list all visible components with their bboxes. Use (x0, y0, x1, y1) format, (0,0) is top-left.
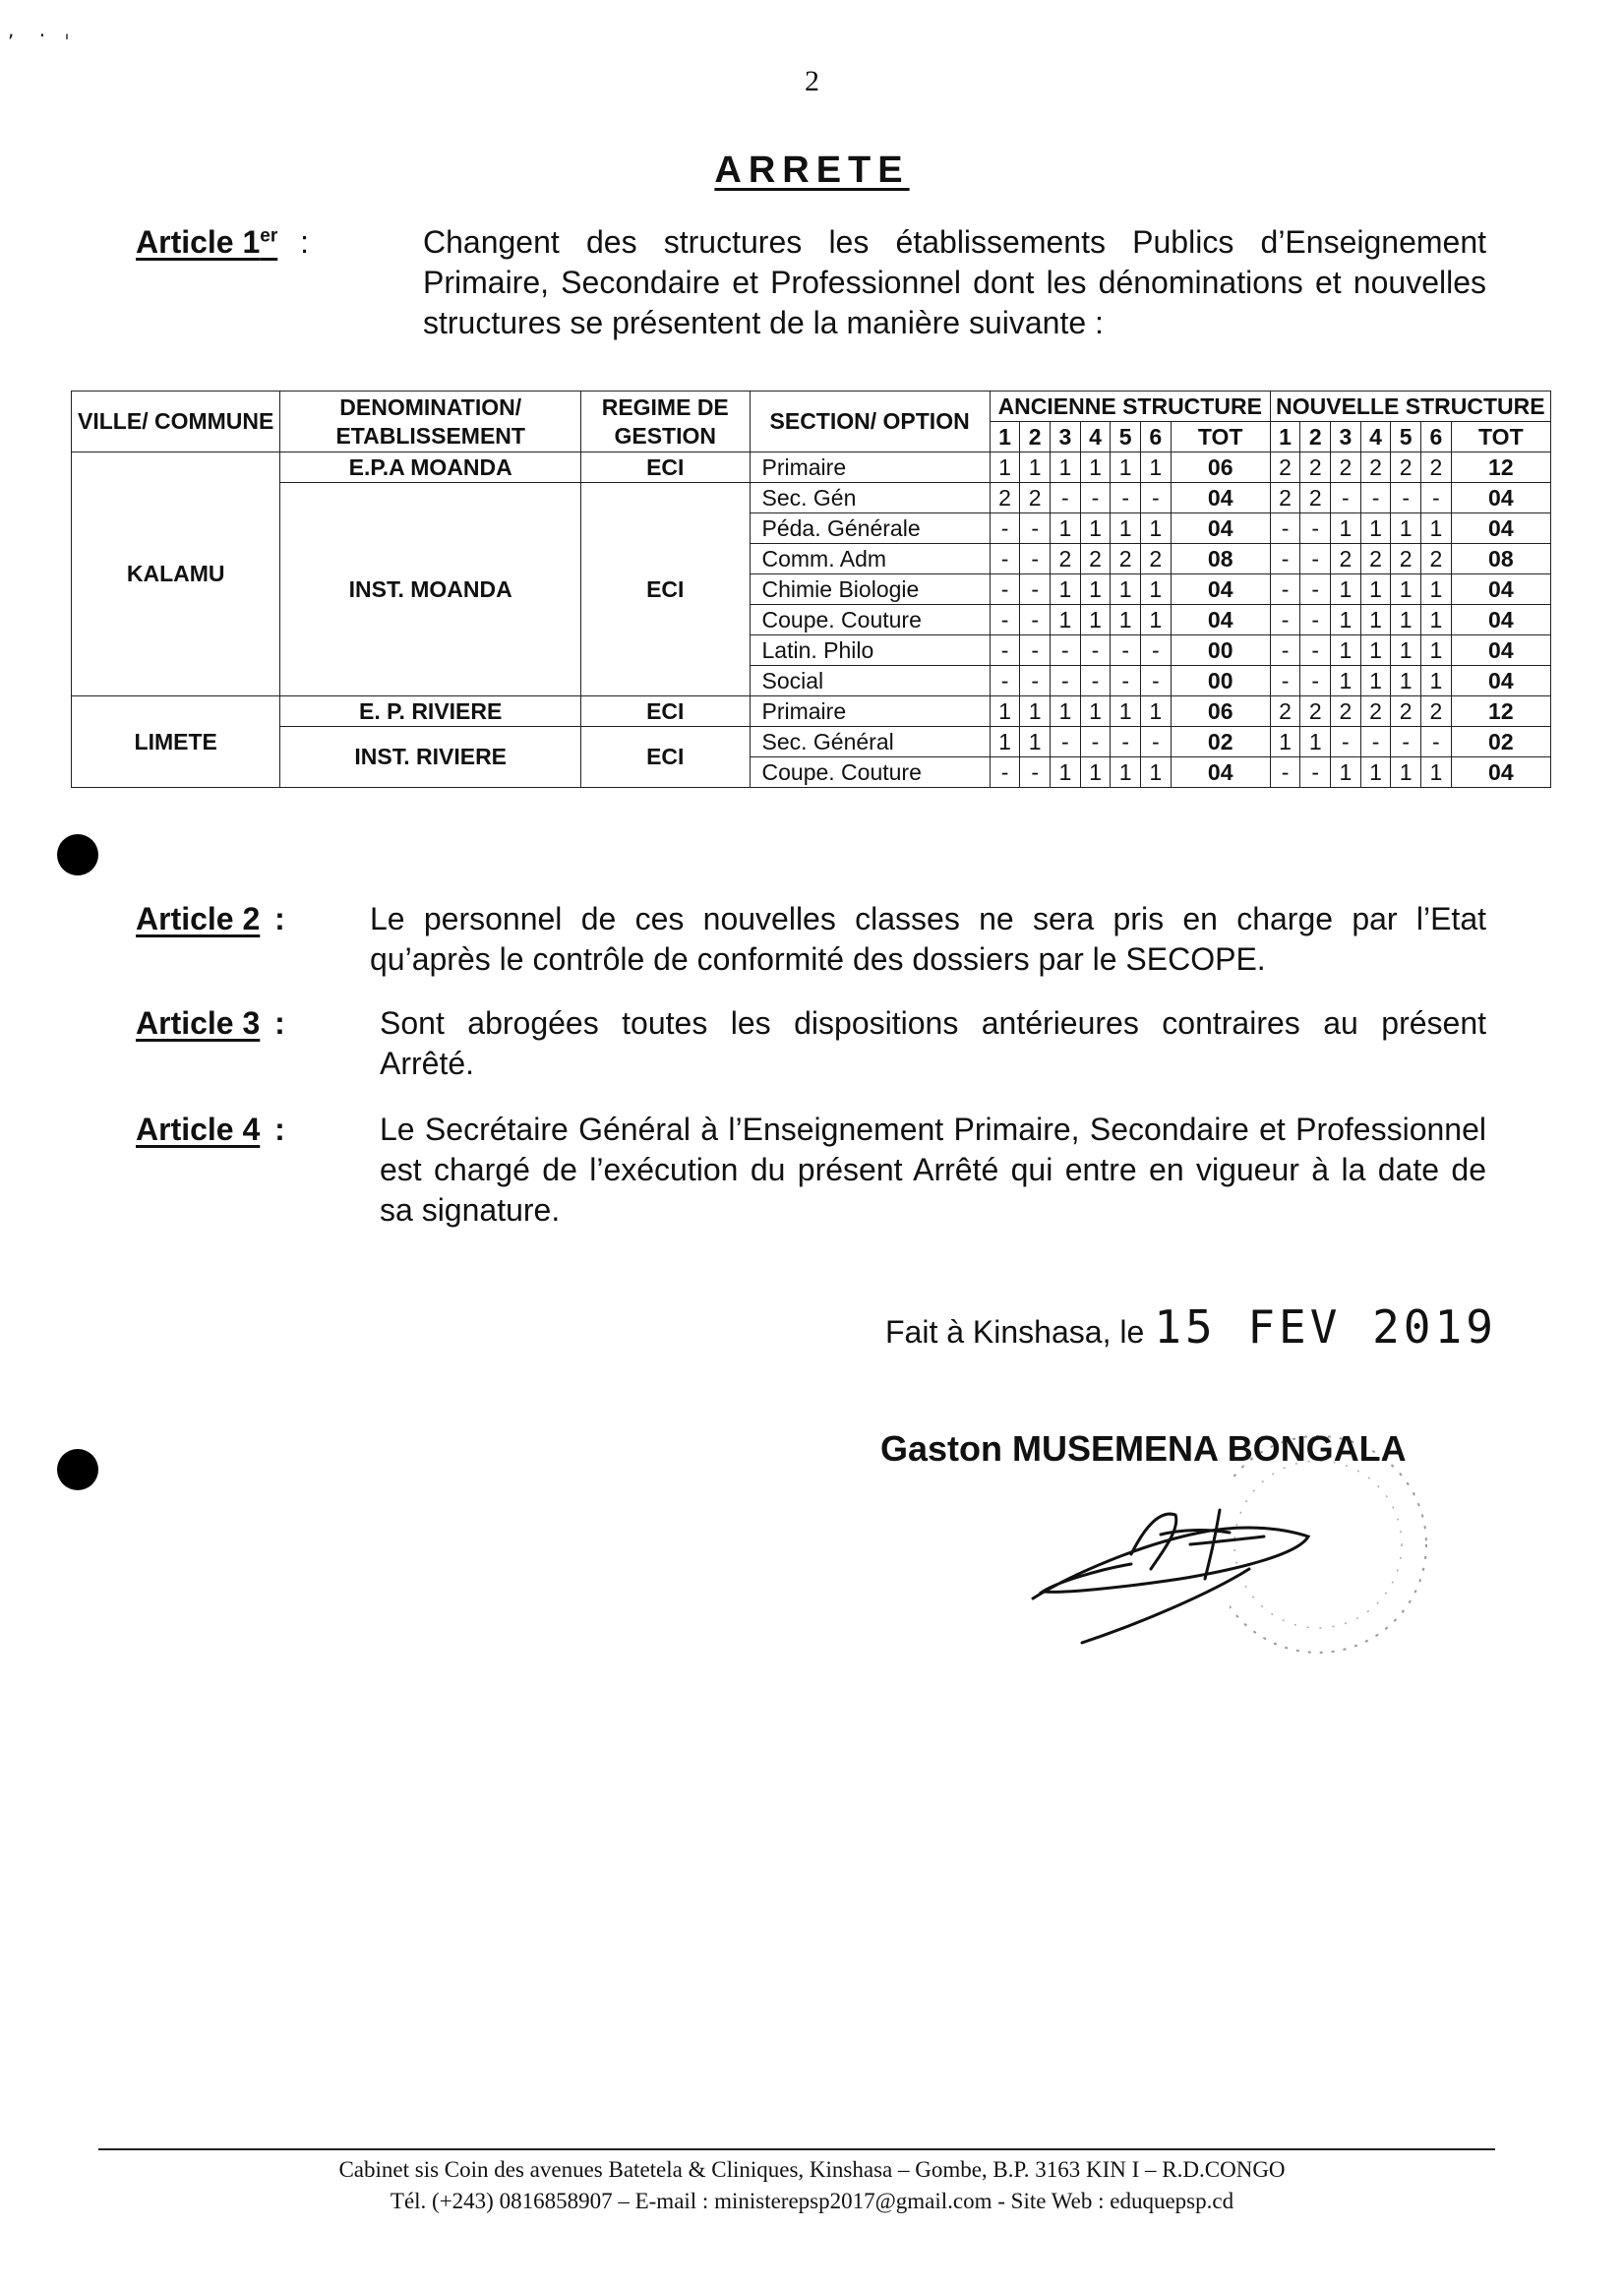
table-row (72, 483, 1551, 513)
article-1-label (136, 224, 309, 261)
ancienne-value-cell: - (1020, 605, 1051, 635)
ancienne-value-cell: 1 (1111, 696, 1141, 727)
nouvelle-value-cell: - (1270, 513, 1300, 544)
ancienne-value-cell: 2 (990, 483, 1020, 513)
ancienne-value-cell: 1 (1080, 513, 1111, 544)
nouvelle-value-cell: 1 (1360, 574, 1391, 605)
ancienne-value-cell: 1 (1080, 605, 1111, 635)
nouvelle-value-cell: 08 (1451, 544, 1550, 574)
ancienne-value-cell: 2 (1051, 544, 1081, 574)
nouvelle-value-cell: 12 (1451, 452, 1550, 483)
footer-rule (98, 2148, 1495, 2150)
footer-address: Cabinet sis Coin des avenues Batetela & Cliniques, Kinshasa – Gombe, B.P. 3163 KIN I – R.D.CONGO (338, 2157, 1286, 2182)
ancienne-value-cell: 1 (990, 696, 1020, 727)
nouvelle-value-cell: 1 (1331, 605, 1361, 635)
article-1-line: Changent des structures les établissements Publics d’Enseignement (423, 224, 1486, 260)
date-prefix: Fait à Kinshasa, le (885, 1314, 1145, 1350)
ancienne-value-cell: 04 (1171, 757, 1270, 788)
sub-header-cell: 2 (1300, 422, 1331, 452)
ancienne-value-cell: - (1020, 513, 1051, 544)
nouvelle-value-cell: - (1391, 727, 1421, 757)
table-row (72, 452, 1551, 483)
nouvelle-value-cell: - (1360, 483, 1391, 513)
ancienne-value-cell: - (1111, 727, 1141, 757)
section-cell: Sec. Général (750, 727, 990, 757)
ancienne-value-cell: 04 (1171, 483, 1270, 513)
nouvelle-value-cell: 2 (1331, 544, 1361, 574)
nouvelle-value-cell: 2 (1391, 544, 1421, 574)
article-1-colon: : (300, 224, 310, 260)
ancienne-value-cell: 1 (1051, 605, 1081, 635)
ancienne-value-cell: - (1080, 666, 1111, 696)
sub-header-cell: 5 (1111, 422, 1141, 452)
ancienne-value-cell: - (990, 544, 1020, 574)
ancienne-value-cell: - (1080, 727, 1111, 757)
nouvelle-value-cell: 1 (1391, 635, 1421, 666)
ancienne-value-cell: 02 (1171, 727, 1270, 757)
regime-cell: ECI (580, 696, 750, 727)
section-cell: Latin. Philo (750, 635, 990, 666)
nouvelle-value-cell: - (1270, 635, 1300, 666)
nouvelle-value-cell: - (1270, 605, 1300, 635)
nouvelle-value-cell: 12 (1451, 696, 1550, 727)
article-2-line: qu’après le contrôle de conformité des dossiers par le SECOPE. (370, 941, 1266, 977)
ancienne-value-cell: - (1111, 483, 1141, 513)
regime-cell: ECI (580, 727, 750, 788)
nouvelle-value-cell: 2 (1421, 544, 1452, 574)
nouvelle-value-cell: 2 (1421, 452, 1452, 483)
section-cell: Primaire (750, 452, 990, 483)
article-1-label-text: Article 1 (136, 224, 261, 260)
nouvelle-value-cell: - (1300, 605, 1331, 635)
sub-header-cell: 4 (1080, 422, 1111, 452)
nouvelle-value-cell: 2 (1331, 452, 1361, 483)
ancienne-value-cell: - (1020, 544, 1051, 574)
nouvelle-value-cell: 02 (1451, 727, 1550, 757)
nouvelle-value-cell: - (1300, 635, 1331, 666)
ancienne-value-cell: 1 (1080, 452, 1111, 483)
ancienne-value-cell: 1 (1111, 513, 1141, 544)
ancienne-value-cell: 1 (1051, 757, 1081, 788)
nouvelle-value-cell: 1 (1421, 574, 1452, 605)
nouvelle-value-cell: 2 (1391, 696, 1421, 727)
nouvelle-value-cell: 1 (1391, 757, 1421, 788)
ancienne-value-cell: 1 (1051, 574, 1081, 605)
nouvelle-value-cell: 1 (1360, 605, 1391, 635)
ancienne-value-cell: 1 (1051, 696, 1081, 727)
nouvelle-value-cell: - (1331, 727, 1361, 757)
article-4-colon: : (274, 1112, 285, 1147)
nouvelle-value-cell: - (1270, 544, 1300, 574)
ancienne-value-cell: 1 (1020, 452, 1051, 483)
ancienne-value-cell: 2 (1080, 544, 1111, 574)
sub-header-cell: TOT (1451, 422, 1550, 452)
ancienne-value-cell: - (1111, 666, 1141, 696)
commune-cell: LIMETE (72, 696, 280, 788)
nouvelle-value-cell: 1 (1391, 574, 1421, 605)
nouvelle-value-cell: - (1300, 666, 1331, 696)
nouvelle-value-cell: 04 (1451, 483, 1550, 513)
nouvelle-value-cell: 1 (1360, 635, 1391, 666)
sub-header-cell: 2 (1020, 422, 1051, 452)
ancienne-value-cell: 1 (1141, 696, 1172, 727)
header-denomination: DENOMINATION/ ETABLISSEMENT (280, 392, 581, 452)
signing-date (885, 1300, 1497, 1354)
article-2-text (370, 899, 1486, 980)
structure-table-body (72, 452, 1551, 788)
structure-table (71, 391, 1551, 788)
ancienne-value-cell: 2 (1141, 544, 1172, 574)
section-cell: Sec. Gén (750, 483, 990, 513)
nouvelle-value-cell: - (1421, 727, 1452, 757)
scan-marks: , . ˌ (8, 18, 70, 41)
nouvelle-value-cell: 04 (1451, 574, 1550, 605)
nouvelle-value-cell: 2 (1421, 696, 1452, 727)
ancienne-value-cell: 1 (1020, 696, 1051, 727)
ancienne-value-cell: 2 (1111, 544, 1141, 574)
handwritten-signature (1013, 1485, 1338, 1653)
title-text: ARRETE (714, 150, 910, 191)
article-1-line: structures se présentent de la manière suivante : (423, 305, 1104, 340)
ancienne-value-cell: - (1141, 483, 1172, 513)
ancienne-value-cell: - (990, 574, 1020, 605)
nouvelle-value-cell: 1 (1331, 513, 1361, 544)
ancienne-value-cell: - (1020, 574, 1051, 605)
article-3-text (380, 1003, 1486, 1084)
ancienne-value-cell: 1 (1141, 452, 1172, 483)
article-4-label-text: Article 4 (136, 1112, 261, 1147)
ancienne-value-cell: - (1080, 635, 1111, 666)
article-4-line: Le Secrétaire Général à l’Enseignement Primaire, Secondaire et Professionnel (380, 1112, 1486, 1147)
nouvelle-value-cell: - (1270, 757, 1300, 788)
header-ancienne: ANCIENNE STRUCTURE (990, 392, 1270, 422)
sub-header-cell: 5 (1391, 422, 1421, 452)
nouvelle-value-cell: - (1300, 574, 1331, 605)
ancienne-value-cell: 1 (1020, 727, 1051, 757)
article-3-line: Sont abrogées toutes les dispositions antérieures contraires au présent (380, 1005, 1486, 1041)
nouvelle-value-cell: 2 (1270, 452, 1300, 483)
ancienne-value-cell: 1 (1141, 605, 1172, 635)
sub-header-cell: 6 (1421, 422, 1452, 452)
punch-hole (57, 834, 98, 875)
nouvelle-value-cell: 1 (1391, 666, 1421, 696)
nouvelle-value-cell: 1 (1421, 757, 1452, 788)
punch-hole (57, 1449, 98, 1490)
nouvelle-value-cell: 1 (1421, 635, 1452, 666)
article-1-line: Primaire, Secondaire et Professionnel dont les dénominations et nouvelles (423, 265, 1486, 300)
nouvelle-value-cell: - (1360, 727, 1391, 757)
establishment-cell: INST. RIVIERE (280, 727, 581, 788)
ancienne-value-cell: 1 (1111, 452, 1141, 483)
section-cell: Coupe. Couture (750, 757, 990, 788)
nouvelle-value-cell: 1 (1421, 605, 1452, 635)
ancienne-value-cell: 1 (1051, 513, 1081, 544)
page-number: 2 (805, 65, 819, 97)
ancienne-value-cell: - (1051, 666, 1081, 696)
ancienne-value-cell: 04 (1171, 513, 1270, 544)
ancienne-value-cell: - (1080, 483, 1111, 513)
signer-name: Gaston MUSEMENA BONGALA (880, 1428, 1407, 1469)
ancienne-value-cell: 1 (1080, 696, 1111, 727)
document-title (0, 150, 1624, 192)
footer-contact: Tél. (+243) 0816858907 – E-mail : ministerepsp2017@gmail.com - Site Web : eduquepsp.cd (390, 2189, 1234, 2213)
nouvelle-value-cell: 1 (1360, 757, 1391, 788)
nouvelle-value-cell: 1 (1270, 727, 1300, 757)
ancienne-value-cell: 1 (1141, 513, 1172, 544)
nouvelle-value-cell: 04 (1451, 666, 1550, 696)
section-cell: Social (750, 666, 990, 696)
nouvelle-value-cell: 2 (1270, 483, 1300, 513)
ancienne-value-cell: 1 (990, 452, 1020, 483)
nouvelle-value-cell: 2 (1300, 452, 1331, 483)
ancienne-value-cell: - (990, 605, 1020, 635)
nouvelle-value-cell: - (1300, 544, 1331, 574)
ancienne-value-cell: - (1051, 727, 1081, 757)
article-3-label-text: Article 3 (136, 1005, 261, 1041)
ancienne-value-cell: 1 (1080, 757, 1111, 788)
table-row (72, 696, 1551, 727)
nouvelle-value-cell: 1 (1331, 574, 1361, 605)
ancienne-value-cell: 1 (1141, 574, 1172, 605)
article-4-label (136, 1112, 285, 1148)
ancienne-value-cell: 06 (1171, 452, 1270, 483)
ancienne-value-cell: - (1020, 666, 1051, 696)
nouvelle-value-cell: 2 (1300, 696, 1331, 727)
section-cell: Chimie Biologie (750, 574, 990, 605)
nouvelle-value-cell: 1 (1421, 513, 1452, 544)
nouvelle-value-cell: 1 (1391, 605, 1421, 635)
section-cell: Primaire (750, 696, 990, 727)
ancienne-value-cell: - (1020, 635, 1051, 666)
establishment-cell: E.P.A MOANDA (280, 452, 581, 483)
nouvelle-value-cell: 1 (1300, 727, 1331, 757)
ancienne-value-cell: 1 (1111, 574, 1141, 605)
ancienne-value-cell: 2 (1020, 483, 1051, 513)
nouvelle-value-cell: - (1270, 574, 1300, 605)
nouvelle-value-cell: 2 (1270, 696, 1300, 727)
ancienne-value-cell: - (1111, 635, 1141, 666)
nouvelle-value-cell: 2 (1360, 696, 1391, 727)
ancienne-value-cell: 1 (1051, 452, 1081, 483)
article-2-line: Le personnel de ces nouvelles classes ne sera pris en charge par l’Etat (370, 901, 1486, 936)
nouvelle-value-cell: - (1300, 757, 1331, 788)
table-row (72, 727, 1551, 757)
nouvelle-value-cell: 04 (1451, 605, 1550, 635)
section-cell: Coupe. Couture (750, 605, 990, 635)
article-1-sup: er (260, 225, 278, 247)
nouvelle-value-cell: 1 (1331, 635, 1361, 666)
nouvelle-value-cell: - (1270, 666, 1300, 696)
sub-header-cell: 3 (1331, 422, 1361, 452)
article-3-colon: : (274, 1005, 285, 1041)
ancienne-value-cell: - (990, 757, 1020, 788)
ancienne-value-cell: - (1020, 757, 1051, 788)
nouvelle-value-cell: 2 (1331, 696, 1361, 727)
ancienne-value-cell: - (990, 635, 1020, 666)
nouvelle-value-cell: 2 (1360, 544, 1391, 574)
nouvelle-value-cell: 1 (1331, 666, 1361, 696)
sub-header-cell: 3 (1051, 422, 1081, 452)
article-2-label (136, 901, 285, 937)
ancienne-value-cell: 04 (1171, 574, 1270, 605)
ancienne-value-cell: - (1141, 666, 1172, 696)
sub-header-cell: 1 (990, 422, 1020, 452)
section-cell: Comm. Adm (750, 544, 990, 574)
ancienne-value-cell: 00 (1171, 666, 1270, 696)
ancienne-value-cell: - (1141, 635, 1172, 666)
nouvelle-value-cell: - (1331, 483, 1361, 513)
ancienne-value-cell: 1 (1111, 605, 1141, 635)
nouvelle-value-cell: - (1300, 513, 1331, 544)
ancienne-value-cell: - (1051, 483, 1081, 513)
establishment-cell: E. P. RIVIERE (280, 696, 581, 727)
article-4-line: est chargé de l’exécution du présent Arrêté qui entre en vigueur à la date de (380, 1152, 1486, 1187)
ancienne-value-cell: - (990, 666, 1020, 696)
nouvelle-value-cell: - (1421, 483, 1452, 513)
nouvelle-value-cell: 1 (1360, 513, 1391, 544)
article-2-label-text: Article 2 (136, 901, 261, 936)
regime-cell: ECI (580, 483, 750, 696)
article-2-colon: : (274, 901, 285, 936)
nouvelle-value-cell: 04 (1451, 513, 1550, 544)
ancienne-value-cell: - (1141, 727, 1172, 757)
ancienne-value-cell: 1 (990, 727, 1020, 757)
nouvelle-value-cell: 2 (1300, 483, 1331, 513)
ancienne-value-cell: 1 (1141, 757, 1172, 788)
sub-header-cell: 6 (1141, 422, 1172, 452)
nouvelle-value-cell: 04 (1451, 635, 1550, 666)
ancienne-value-cell: 00 (1171, 635, 1270, 666)
nouvelle-value-cell: 04 (1451, 757, 1550, 788)
nouvelle-value-cell: 2 (1391, 452, 1421, 483)
header-ville: VILLE/ COMMUNE (72, 392, 280, 452)
sub-header-cell: 1 (1270, 422, 1300, 452)
nouvelle-value-cell: 1 (1360, 666, 1391, 696)
nouvelle-value-cell: 1 (1391, 513, 1421, 544)
ancienne-value-cell: 06 (1171, 696, 1270, 727)
sub-header-cell: 4 (1360, 422, 1391, 452)
header-section: SECTION/ OPTION (750, 392, 990, 452)
nouvelle-value-cell: 1 (1331, 757, 1361, 788)
article-4-text (380, 1110, 1486, 1231)
nouvelle-value-cell: 1 (1421, 666, 1452, 696)
article-4-line: sa signature. (380, 1192, 561, 1228)
section-cell: Péda. Générale (750, 513, 990, 544)
ancienne-value-cell: - (1051, 635, 1081, 666)
ancienne-value-cell: 1 (1080, 574, 1111, 605)
regime-cell: ECI (580, 452, 750, 483)
nouvelle-value-cell: - (1391, 483, 1421, 513)
article-1-text (423, 222, 1486, 343)
commune-cell: KALAMU (72, 452, 280, 696)
header-regime: REGIME DE GESTION (580, 392, 750, 452)
ancienne-value-cell: 04 (1171, 605, 1270, 635)
nouvelle-value-cell: 2 (1360, 452, 1391, 483)
article-3-line: Arrêté. (380, 1046, 475, 1081)
date-stamp: 15 FEV 2019 (1154, 1300, 1497, 1354)
article-3-label (136, 1005, 285, 1042)
ancienne-value-cell: - (990, 513, 1020, 544)
header-nouvelle: NOUVELLE STRUCTURE (1270, 392, 1550, 422)
ancienne-value-cell: 08 (1171, 544, 1270, 574)
establishment-cell: INST. MOANDA (280, 483, 581, 696)
ancienne-value-cell: 1 (1111, 757, 1141, 788)
sub-header-cell: TOT (1171, 422, 1270, 452)
